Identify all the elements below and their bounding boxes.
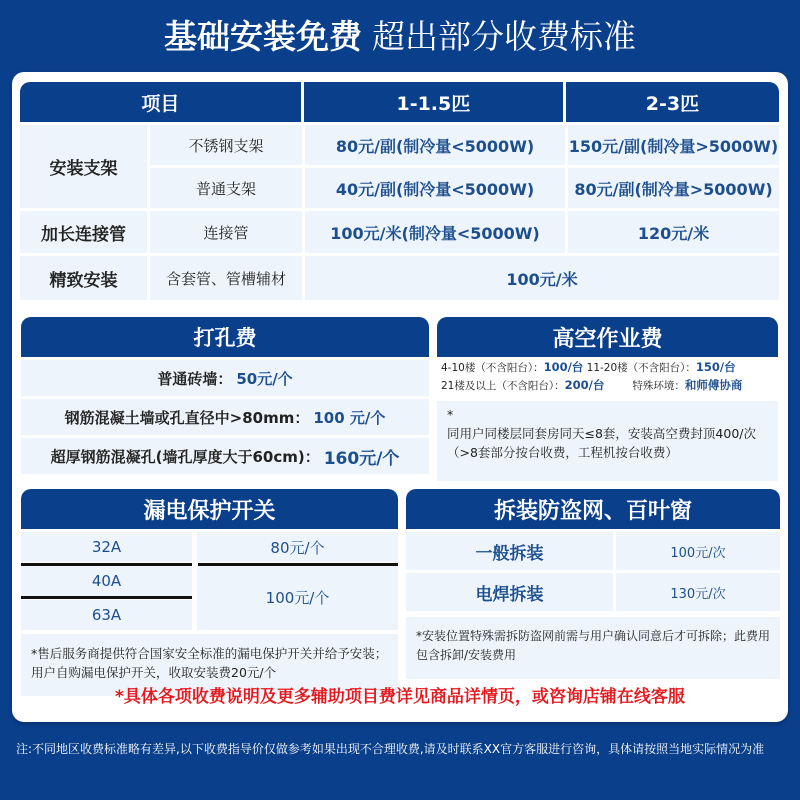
price-stainless-small: 80元/副(制冷量<5000W) xyxy=(305,125,565,165)
item-normal: 普通支架 xyxy=(150,168,302,208)
anti-theft-section xyxy=(406,489,780,679)
price-100: 100元/个 xyxy=(197,565,398,630)
anti-theft-value: 100元/次 xyxy=(616,532,780,570)
drilling-value: 50元/个 xyxy=(236,369,293,388)
high-altitude-section xyxy=(437,317,778,481)
group-bracket: 安装支架 xyxy=(20,125,147,208)
price-stainless-large: 150元/副(制冷量>5000W) xyxy=(568,125,779,165)
anti-theft-row-general xyxy=(406,532,780,570)
title-free: 基础安装免费 xyxy=(164,17,362,56)
table-header xyxy=(20,82,779,122)
price-fine-install: 100元/米 xyxy=(305,256,779,300)
leakage-switch-section xyxy=(21,489,398,696)
note-text: 同用户同楼层同套房同天≤8套，安装高空费封顶400/次（>8套部分按台收费，工程机按台收费） xyxy=(447,426,756,460)
rate-label: 21楼及以上（不含阳台）： xyxy=(441,380,565,392)
anti-theft-note: *安装位置特殊需拆防盗网前需与用户确认同意后才可拆除；此费用包含拆卸/安装费用 xyxy=(406,617,780,679)
footer-note: 注:不同地区收费标准略有差异,以下收费指导价仅做参考如果出现不合理收费,请及时联系XX官方客服进行咨询，具体请按照当地实际情况为准 xyxy=(16,742,765,756)
drilling-row-thick xyxy=(21,438,429,474)
item-stainless: 不锈钢支架 xyxy=(150,125,302,165)
table-body xyxy=(20,122,779,302)
group-pipe: 加长连接管 xyxy=(20,211,147,253)
anti-theft-title: 拆装防盗网、百叶窗 xyxy=(406,489,780,529)
rate-label: 特殊环境： xyxy=(632,380,685,392)
divider-line xyxy=(198,563,398,566)
drilling-value: 100 元/个 xyxy=(313,408,386,427)
price-normal-small: 40元/副(制冷量<5000W) xyxy=(305,168,565,208)
rating-63a: 63A xyxy=(21,600,192,630)
altitude-line-1 xyxy=(437,359,778,377)
drilling-title: 打孔费 xyxy=(21,317,429,357)
header-small-ac: 1-1.5匹 xyxy=(304,82,563,122)
altitude-note xyxy=(437,401,778,481)
rate-label: 11-20楼（不含阳台）： xyxy=(583,362,696,374)
group-fine-install: 精致安装 xyxy=(20,256,147,300)
rating-40a: 40A xyxy=(21,565,192,597)
price-normal-large: 80元/副(制冷量>5000W) xyxy=(568,168,779,208)
price-pipe-small: 100元/米(制冷量<5000W) xyxy=(305,211,565,253)
red-notice: *具体各项收费说明及更多辅助项目费详见商品详情页，或咨询店铺在线客服 xyxy=(115,687,685,707)
note-star: * xyxy=(447,407,454,422)
leakage-grid xyxy=(21,532,398,632)
drilling-label: 钢筋混凝土墙或孔直径中>80mm： xyxy=(64,408,310,427)
drilling-label: 超厚钢筋混凝孔(墙孔厚度大于60cm)： xyxy=(50,447,320,466)
divider-line xyxy=(21,596,192,599)
main-price-table xyxy=(20,82,779,302)
rate-label: 4-10楼（不含阳台）： xyxy=(441,362,544,374)
leakage-note: *售后服务商提供符合国家安全标准的漏电保护开关并给予安装；用户自购漏电保护开关，收取安装费20元/个 xyxy=(21,634,398,696)
drilling-value: 160元/个 xyxy=(323,448,400,469)
high-altitude-rates xyxy=(437,357,778,395)
header-item: 项目 xyxy=(20,82,301,122)
anti-theft-row-welding xyxy=(406,573,780,611)
rate-value: 100/台 xyxy=(543,360,584,374)
header-large-ac: 2-3匹 xyxy=(566,82,779,122)
leakage-title: 漏电保护开关 xyxy=(21,489,398,529)
title-extra: 超出部分收费标准 xyxy=(372,17,636,56)
drilling-section xyxy=(21,317,429,474)
anti-theft-label: 电焊拆装 xyxy=(406,573,613,611)
altitude-line-2 xyxy=(437,377,778,395)
price-80: 80元/个 xyxy=(197,532,398,562)
rate-value: 150/台 xyxy=(695,360,736,374)
divider-line xyxy=(21,563,192,566)
rate-value: 和师傅协商 xyxy=(684,378,743,392)
anti-theft-label: 一般拆装 xyxy=(406,532,613,570)
anti-theft-value: 130元/次 xyxy=(616,573,780,611)
price-pipe-large: 120元/米 xyxy=(568,211,779,253)
item-accessories: 含套管、管槽辅材 xyxy=(150,256,302,300)
drilling-row-brick xyxy=(21,360,429,396)
page-title xyxy=(0,12,800,62)
high-altitude-title: 高空作业费 xyxy=(437,317,778,357)
item-pipe: 连接管 xyxy=(150,211,302,253)
rate-value: 200/台 xyxy=(564,378,605,392)
rating-32a: 32A xyxy=(21,532,192,562)
drilling-row-concrete xyxy=(21,399,429,435)
drilling-label: 普通砖墙： xyxy=(157,369,233,388)
